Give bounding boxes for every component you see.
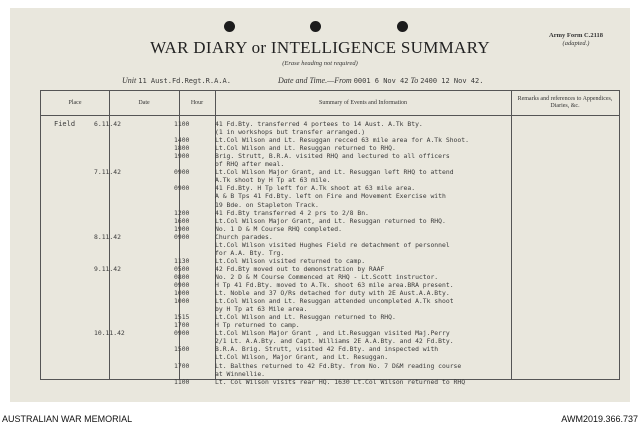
- from-value: 0001 6 Nov 42: [353, 77, 409, 85]
- entry-summary: Lt. Balthes returned to 42 Fd.Bty. from No. 7 D&M reading course: [215, 361, 462, 370]
- entry-date: 6.11.42: [94, 120, 121, 128]
- unit-line: [122, 76, 231, 85]
- column-header-place: Place: [68, 99, 82, 106]
- entry-summary: by H Tp at 63 Mile area.: [215, 305, 308, 314]
- column-divider: [511, 91, 512, 379]
- army-form-adapted: (adapted.): [562, 40, 590, 47]
- entry-summary: No. 2 D & M Course Commenced at RHQ - Lt.Scott instructor.: [215, 272, 439, 281]
- entry-summary: B.R.A. Brig. Strutt, visited 42 Fd.Bty. and inspected with: [215, 345, 439, 354]
- entry-hour: 1500: [174, 345, 190, 354]
- entry-summary: Lt.Col Wilson visited returned to camp.: [215, 256, 366, 265]
- page-subtitle: (Erase heading not required): [282, 60, 358, 67]
- entry-summary: 2/1 Lt. A.A.Bty. and Capt. Williams 2E A.A.Bty. and 42 Fd.Bty.: [215, 337, 454, 346]
- entry-summary: Lt.Col Wilson and Lt. Resuggan attended uncompleted A.Tk shoot: [215, 297, 454, 306]
- army-form-number: Army Form C.2118: [549, 32, 603, 39]
- entry-hour: 0900: [174, 168, 190, 177]
- entry-summary: Lt.Col Wilson Major Grant, and Lt. Resuggan returned to RHQ.: [215, 216, 446, 225]
- unit-label: Unit: [122, 76, 137, 85]
- entry-summary: Lt.Col Wilson and Lt. Resuggan returned to RHQ.: [215, 144, 396, 153]
- entry-hour: 1000: [174, 289, 190, 298]
- entry-summary: 41 Fd.Bty. H Tp left for A.Tk shoot at 63 mile area.: [215, 184, 416, 193]
- entry-date: 10.11.42: [94, 329, 125, 338]
- entry-summary: Church parades.: [215, 232, 273, 241]
- entry-date: 9.11.42: [94, 264, 121, 273]
- entry-date: 8.11.42: [94, 232, 121, 241]
- entry-hour: 1000: [174, 297, 190, 306]
- punch-hole: [397, 21, 408, 32]
- entry-summary: Lt. Noble and 37 O/Rs detached for duty with 2E Aust.A.A.Bty.: [215, 289, 450, 298]
- entry-summary: (1 in workshops but transfer arranged.): [215, 128, 366, 137]
- column-header-hour: Hour: [190, 99, 204, 106]
- entry-hour: 1700: [174, 321, 190, 330]
- entry-hour: 1900: [174, 224, 190, 233]
- to-value: 2400 12 Nov 42.: [420, 77, 484, 85]
- entry-hour: 1515: [174, 313, 190, 322]
- entry-summary: Lt. Col Wilson visits rear HQ. 1630 Lt.Col Wilson returned to RHQ: [215, 377, 466, 386]
- table-header: [41, 91, 619, 116]
- unit-value: 11 Aust.Fd.Regt.R.A.A.: [138, 77, 231, 85]
- diary-sheet: [2, 8, 638, 424]
- entry-summary: Lt.Col Wilson visited Hughes Field re detachment of personnel: [215, 240, 450, 249]
- entry-hour: 1100: [174, 377, 190, 386]
- column-header-summary: Summary of Events and Information: [319, 99, 407, 106]
- punch-hole: [224, 21, 235, 32]
- entry-hour: 0900: [174, 232, 190, 241]
- entry-summary: H Tp 41 Fd.Bty. moved to A.Tk. shoot 63 mile area.BRA present.: [215, 281, 454, 289]
- credit-institution: AUSTRALIAN WAR MEMORIAL: [2, 414, 133, 424]
- column-header-remarks: Remarks and references to Appendices, Diaries, &c.: [517, 96, 613, 109]
- entry-hour: 0900: [174, 184, 190, 193]
- entry-summary: 42 Fd.Bty moved out to demonstration by RAAF: [215, 264, 385, 273]
- entry-summary: Lt.Col Wilson and Lt. Resuggan recced 63 mile area for A.Tk Shoot.: [215, 136, 469, 145]
- entry-hour: 1700: [174, 361, 190, 370]
- entry-hour: 1800: [174, 144, 190, 153]
- entry-summary: Lt.Col Wilson, Major Grant, and Lt. Resuggan.: [215, 353, 389, 362]
- entry-summary: H Tp returned to camp.: [215, 321, 300, 330]
- to-label: To: [410, 76, 419, 85]
- entry-summary: of RHQ after meal.: [215, 160, 285, 169]
- entry-summary: for A.A. Bty. Trg.: [215, 248, 285, 257]
- entry-hour: 1100: [174, 120, 190, 128]
- entry-hour: 1130: [174, 256, 190, 265]
- credit-accession: AWM2019.366.737: [561, 414, 638, 424]
- entry-summary: 19 Bde. on Stapleton Track.: [215, 200, 319, 209]
- entry-hour: 1600: [174, 216, 190, 225]
- entry-summary: at Winnellie.: [215, 369, 266, 378]
- entry-summary: A.Tk shoot by H Tp at 63 mile.: [215, 176, 331, 185]
- entry-summary: Lt.Col Wilson Major Grant, and Lt. Resuggan left RHQ to attend: [215, 168, 454, 177]
- datetime-label: Date and Time.—From: [278, 76, 352, 85]
- entry-summary: Lt.Col Wilson and Lt. Resuggan returned to RHQ.: [215, 313, 396, 322]
- entry-summary: 41 Fd.Bty transferred 4 2 prs to 2/8 Bn.: [215, 208, 369, 217]
- column-header-date: Date: [138, 99, 150, 106]
- entry-summary: Lt.Col Wilson Major Grant , and Lt.Resuggan visited Maj.Perry: [215, 329, 450, 338]
- entry-hour: 0900: [174, 329, 190, 338]
- entry-summary: 41 Fd.Bty. transferred 4 portees to 14 Aust. A.Tk Bty.: [215, 120, 423, 128]
- date-time-line: [278, 76, 483, 85]
- entry-hour: 1200: [174, 208, 190, 217]
- entry-summary: Brig. Strutt, B.R.A. visited RHQ and lectured to all officers: [215, 152, 450, 161]
- entry-summary: A & B Tps 41 Fd.Bty. left on Fire and Movement Exercise with: [215, 192, 446, 201]
- entry-hour: 0900: [174, 281, 190, 289]
- entry-date: 7.11.42: [94, 168, 121, 177]
- page-title: WAR DIARY or INTELLIGENCE SUMMARY: [150, 38, 490, 57]
- punch-hole: [310, 21, 321, 32]
- entry-hour: 1400: [174, 136, 190, 145]
- entry-hour: 1900: [174, 152, 190, 161]
- entry-summary: No. 1 D & M Course RHQ completed.: [215, 224, 342, 233]
- entry-hour: 0500: [174, 264, 190, 273]
- entry-hour: 0800: [174, 272, 190, 281]
- place-value: Field: [54, 120, 76, 128]
